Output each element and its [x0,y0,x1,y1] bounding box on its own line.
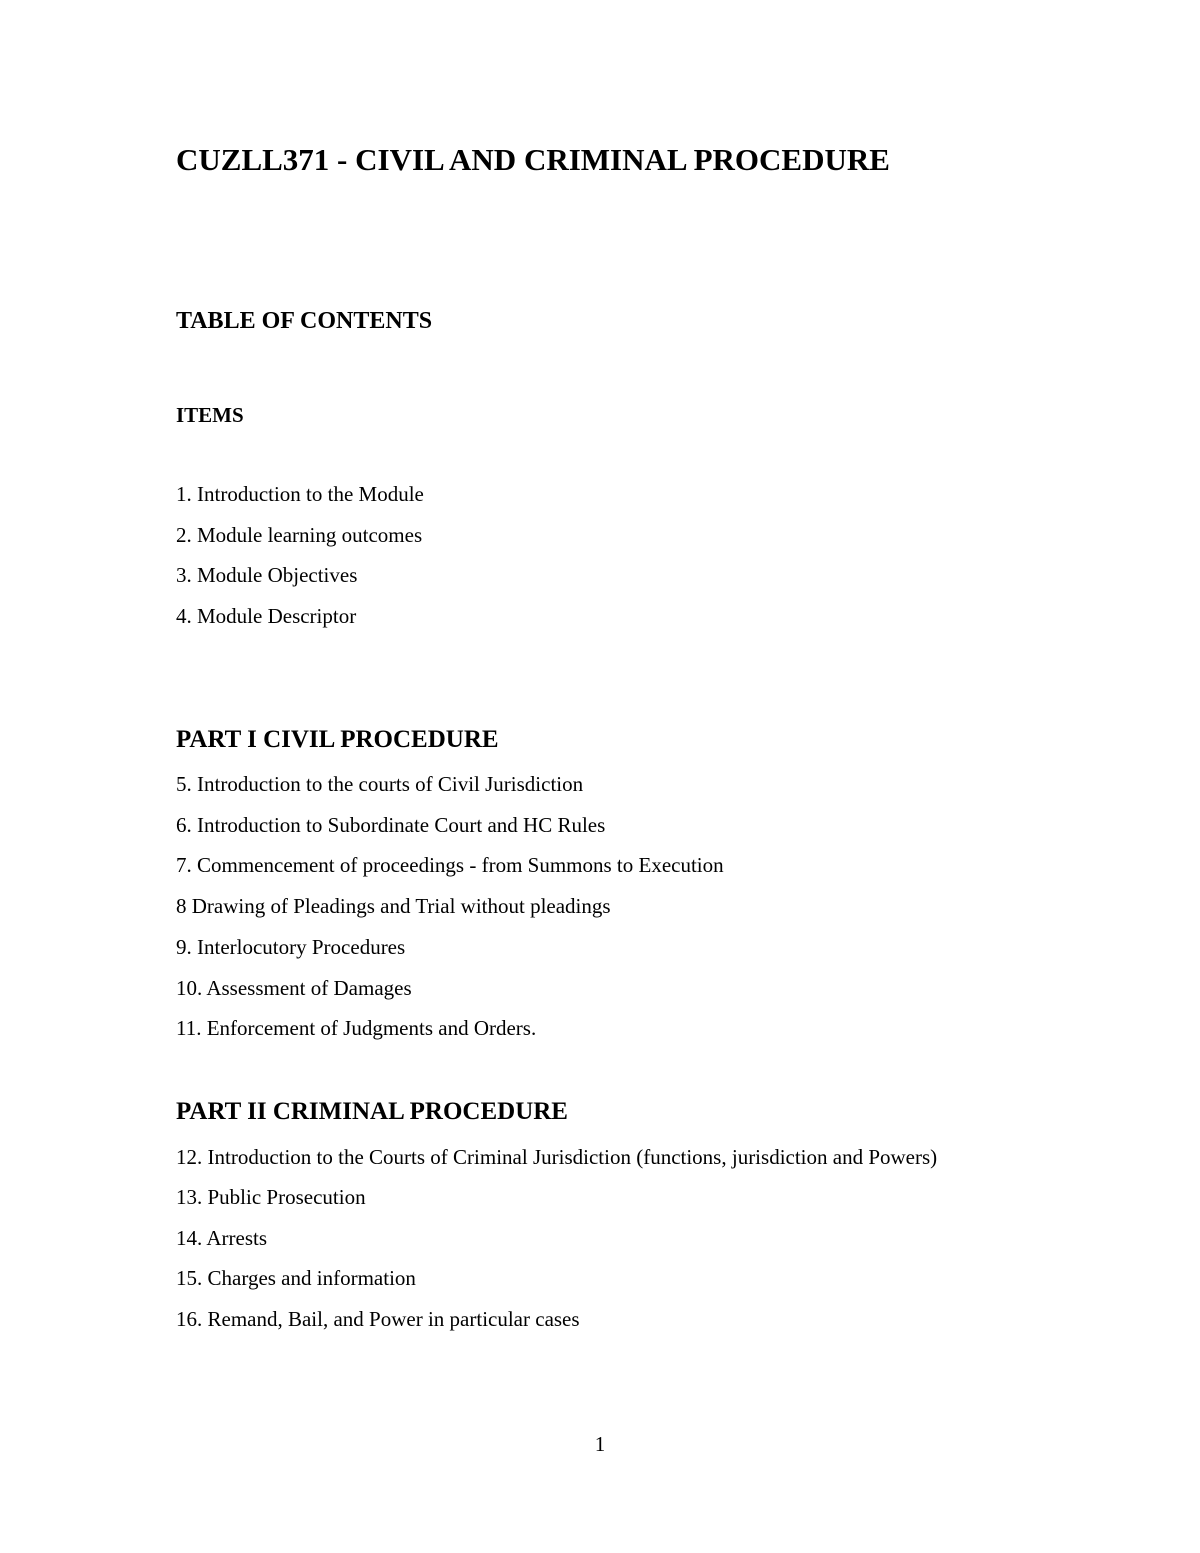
part2-heading: PART II CRIMINAL PROCEDURE [176,1098,568,1125]
list-item: 5. Introduction to the courts of Civil Jurisdiction [176,772,584,796]
page-number: 1 [594,1432,606,1456]
list-item: 13. Public Prosecution [176,1185,366,1209]
part1-items-list [176,764,724,1049]
list-item: 7. Commencement of proceedings - from Summons to Execution [176,853,724,878]
list-item: 6. Introduction to Subordinate Court and HC Rules [176,812,606,837]
part1-heading: PART I CIVIL PROCEDURE [176,726,499,753]
list-item: 16. Remand, Bail, and Power in particular cases [176,1307,580,1332]
list-item: 10. Assessment of Damages [176,975,412,1000]
list-item: 15. Charges and information [176,1266,416,1291]
list-item: 9. Interlocutory Procedures [176,934,406,959]
list-item: 8 Drawing of Pleadings and Trial without pleadings [176,894,611,919]
list-item: 4. Module Descriptor [176,604,357,629]
toc-heading: TABLE OF CONTENTS [176,308,433,334]
list-item: 2. Module learning outcomes [176,522,423,547]
items-heading: ITEMS [176,403,244,427]
list-item: 1. Introduction to the Module [176,482,424,506]
list-item: 12. Introduction to the Courts of Criminal Jurisdiction (functions, jurisdiction and Powers) [176,1145,938,1169]
list-item: 14. Arrests [176,1225,267,1250]
list-item: 3. Module Objectives [176,563,358,588]
document-title: CUZLL371 - CIVIL AND CRIMINAL PROCEDURE [176,142,890,177]
list-item: 11. Enforcement of Judgments and Orders. [176,1016,537,1041]
intro-items-list [176,474,424,637]
part2-items-list [176,1137,976,1340]
